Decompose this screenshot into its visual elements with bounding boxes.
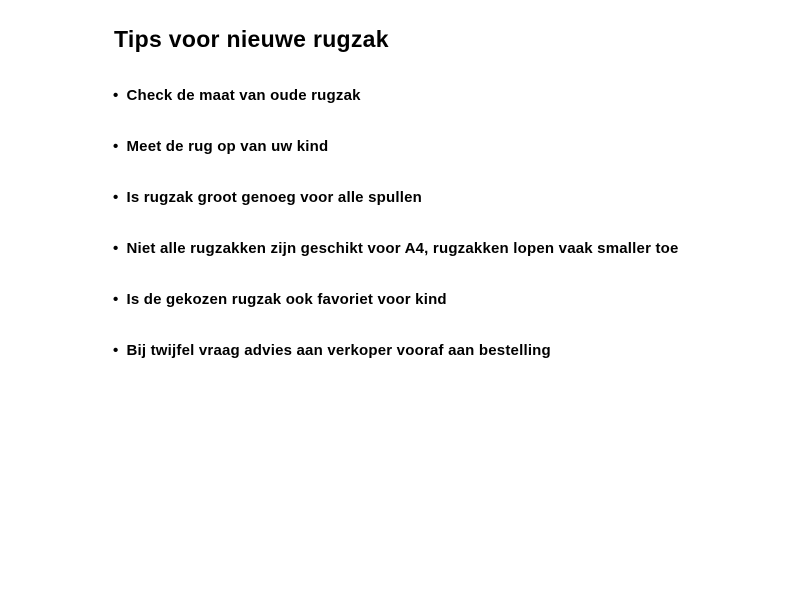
list-item [113, 138, 679, 156]
list-item [113, 87, 679, 105]
bullet-text: Is rugzak groot genoeg voor alle spullen [126, 189, 423, 206]
bullet-icon: • [113, 240, 119, 257]
bullet-icon: • [113, 189, 119, 206]
bullet-text: Bij twijfel vraag advies aan verkoper vooraf aan bestelling [126, 342, 551, 359]
bullet-icon: • [113, 342, 119, 359]
bullet-icon: • [113, 138, 119, 155]
list-item [113, 342, 679, 360]
bullet-icon: • [113, 291, 119, 308]
bullet-list [113, 87, 679, 360]
list-item [113, 240, 679, 258]
bullet-text: Niet alle rugzakken zijn geschikt voor A4, rugzakken lopen vaak smaller toe [126, 240, 679, 257]
list-item [113, 189, 679, 207]
bullet-text: Meet de rug op van uw kind [126, 138, 329, 155]
page-title: Tips voor nieuwe rugzak [114, 26, 389, 52]
list-item [113, 291, 679, 309]
bullet-text: Check de maat van oude rugzak [126, 87, 361, 104]
bullet-text: Is de gekozen rugzak ook favoriet voor kind [126, 291, 447, 308]
bullet-icon: • [113, 87, 119, 104]
